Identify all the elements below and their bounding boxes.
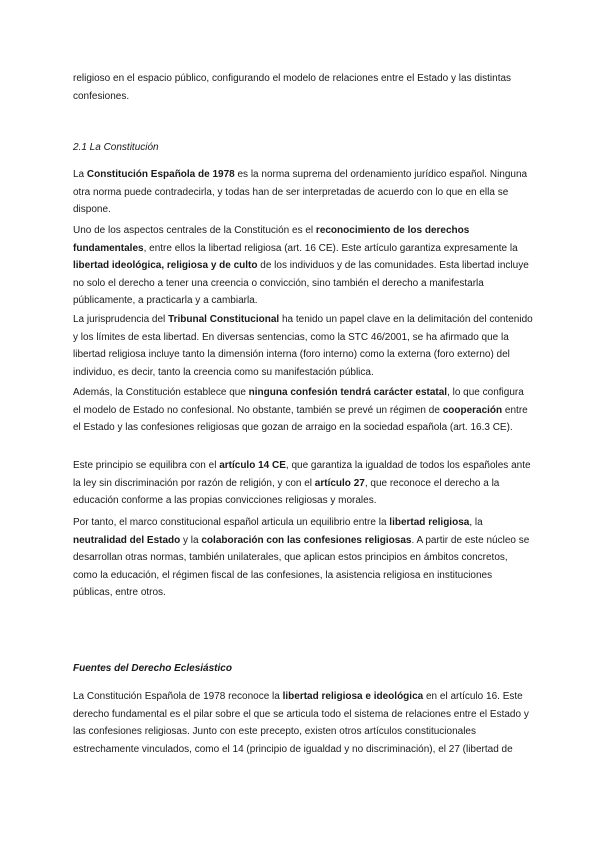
bold-run: ninguna confesión tendrá carácter estatal <box>248 387 448 398</box>
paragraph-intro-continuation <box>73 70 533 105</box>
bold-run: libertad ideológica, religiosa y de culto <box>73 260 258 272</box>
text-run: en el artículo 16. Este derecho fundamental es el pilar sobre el que se articula todo el sistema de relaciones entre el Estado y las confesiones religiosas. Junto con este precepto, existen otros artículos constitucionales estrechamente vinculados, como el 14 (principio de igualdad y no discriminación), el 27 (libertad de <box>73 691 529 755</box>
text-run: entre el Estado y las confesiones religiosas que gozan de arraigo en la sociedad española (art. 16.3 CE). <box>73 404 528 434</box>
text-run: y la <box>180 534 202 546</box>
bold-run: reconocimiento de los derechos fundamentales <box>73 225 470 254</box>
paragraph-tribunal-constitucional <box>73 311 533 381</box>
bold-run: cooperación <box>442 404 503 416</box>
bold-run: Tribunal Constitucional <box>168 314 280 325</box>
paragraph-derechos-fundamentales <box>73 222 533 310</box>
section-heading-fuentes <box>73 660 533 678</box>
text-run: La <box>73 169 87 180</box>
bold-run: colaboración con las confesiones religiosas <box>201 534 412 546</box>
text-run: La jurisprudencia del <box>73 314 169 325</box>
paragraph-constitucion-1978 <box>73 166 533 219</box>
text-run: Además, la Constitución establece que <box>73 387 249 398</box>
text-run: ha tenido un papel clave en la delimitación del contenido y los límites de esta libertad. En diversas sentencias, como la STC 46/2001, se ha afirmado que la libertad religiosa incluye tanto la dimensión interna (foro interno) como la externa (foro externo) del individuo, es decir, tanto la creencia como su manifestación pública. <box>73 314 533 378</box>
bold-run: libertad religiosa e ideológica <box>282 691 424 702</box>
text-run: Uno de los aspectos centrales de la Constitución es el <box>73 225 316 236</box>
bold-run: artículo 14 CE <box>219 460 286 471</box>
text-run: , entre ellos la libertad religiosa (art. 16 CE). Este artículo garantiza expresamente la <box>143 242 518 254</box>
bold-run: Constitución Española de 1978 <box>86 169 235 180</box>
paragraph-marco-constitucional <box>73 514 533 602</box>
text-run: . A partir de este núcleo se desarrollan otras normas, también unilaterales, que aplican estos principios en ámbitos concretos, como la educación, el régimen fiscal de las confesiones, la asistencia religiosa en instituciones públicas, entre otros. <box>73 534 530 599</box>
paragraph-estado-no-confesional <box>73 384 533 437</box>
text-run: , la <box>469 517 483 528</box>
text-run: La Constitución Española de 1978 reconoce la <box>73 691 283 702</box>
text-run: de los individuos y de las comunidades. Esta libertad incluye no solo el derecho a tener una creencia o convicción, sino también el derecho a manifestarla públicamente, a practicarla y a cambiarla. <box>73 260 529 307</box>
bold-run: neutralidad del Estado <box>73 534 181 546</box>
heading-text: 2.1 La Constitución <box>73 142 159 153</box>
paragraph-libertad-religiosa <box>73 688 533 758</box>
section-heading-la-constitucion <box>73 139 533 157</box>
bold-run: libertad religiosa <box>389 517 470 528</box>
text-run: , lo que configura el modelo de Estado no confesional. No obstante, también se prevé un régimen de <box>73 387 524 416</box>
text-run: , que reconoce el derecho a la educación conforme a las propias convicciones religiosas y morales. <box>73 477 500 507</box>
bold-run: artículo 27 <box>314 477 365 489</box>
text-run: religioso en el espacio público, configurando el modelo de relaciones entre el Estado y las distintas confesiones. <box>73 73 512 102</box>
heading-text: Fuentes del Derecho Eclesiástico <box>73 663 232 674</box>
text-run: , que garantiza la igualdad de todos los españoles ante la ley sin discriminación por razón de religión, y con el <box>73 460 531 489</box>
text-run: Este principio se equilibra con el <box>73 460 220 471</box>
text-run: Por tanto, el marco constitucional español articula un equilibrio entre la <box>73 517 390 528</box>
text-run: es la norma suprema del ordenamiento jurídico español. Ninguna otra norma puede contradecirla, y todas han de ser interpretadas de acuerdo con lo que en ella se dispone. <box>73 169 528 216</box>
paragraph-articulo-14 <box>73 457 533 510</box>
